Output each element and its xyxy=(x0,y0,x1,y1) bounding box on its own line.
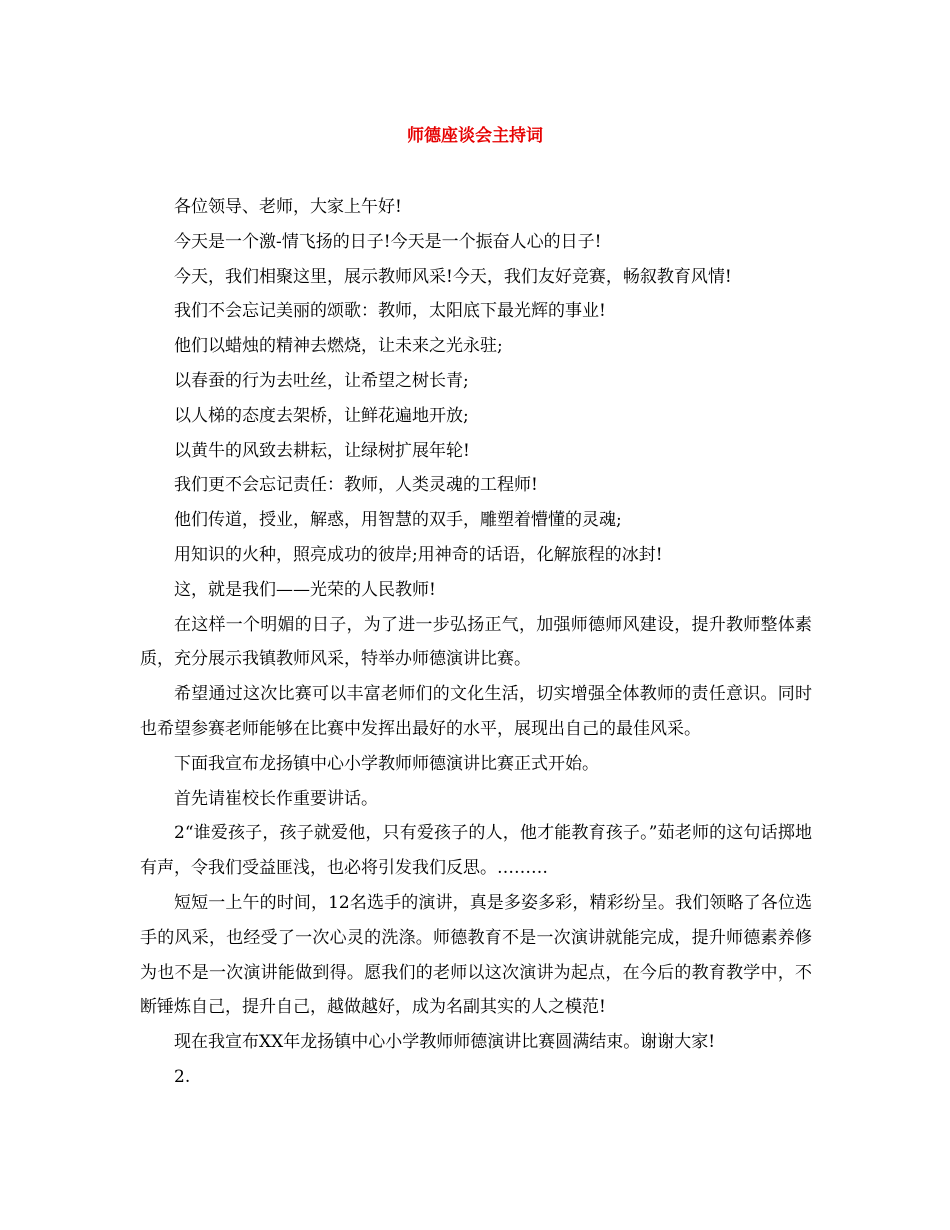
document-title: 师德座谈会主持词 xyxy=(407,126,543,146)
paragraph: 现在我宣布XX年龙扬镇中心小学教师师德演讲比赛圆满结束。谢谢大家! xyxy=(174,1032,716,1053)
paragraph: 在这样一个明媚的日子，为了进一步弘扬正气，加强师德师风建设，提升教师整体素质，充分展示我镇教师风采，特举办师德演讲比赛。 xyxy=(140,614,812,670)
paragraph: 以春蚕的行为去吐丝，让希望之树长青; xyxy=(174,370,469,391)
paragraph: 我们不会忘记美丽的颂歌：教师，太阳底下最光辉的事业! xyxy=(174,301,606,322)
paragraph: 下面我宣布龙扬镇中心小学教师师德演讲比赛正式开始。 xyxy=(174,753,599,774)
paragraph: 各位领导、老师，大家上午好! xyxy=(174,197,402,217)
paragraph: 2. xyxy=(174,1066,191,1087)
paragraph: 2“谁爱孩子，孩子就爱他，只有爱孩子的人，他才能教育孩子。”茹老师的这句话掷地有声，令我们受益匪浅，也必将引发我们反思。……… xyxy=(140,823,812,879)
paragraph: 他们传道，授业，解惑，用智慧的双手，雕塑着懵懂的灵魂; xyxy=(174,510,622,531)
paragraph: 短短一上午的时间，12名选手的演讲，真是多姿多彩，精彩纷呈。我们领略了各位选手的风采，也经受了一次心灵的洗涤。师德教育不是一次演讲就能完成，提升师德素养修为也不是一次演讲能做到得。愿我们的老师以这次演讲为起点，在今后的教育教学中，不断锤炼自己，提升自己，越做越好，成为名副其实的人之模范! xyxy=(140,892,812,1018)
paragraph: 今天是一个激-情飞扬的日子!今天是一个振奋人心的日子! xyxy=(174,231,602,252)
paragraph: 首先请崔校长作重要讲话。 xyxy=(174,788,378,809)
paragraph: 他们以蜡烛的精神去燃烧，让未来之光永驻; xyxy=(174,336,503,357)
paragraph: 以人梯的态度去架桥，让鲜花遍地开放; xyxy=(174,405,469,426)
paragraph: 今天，我们相聚这里，展示教师风采!今天，我们友好竞赛，畅叙教育风情! xyxy=(174,266,732,287)
document-body xyxy=(140,190,812,1095)
paragraph: 我们更不会忘记责任：教师，人类灵魂的工程师! xyxy=(174,475,538,496)
paragraph: 以黄牛的风致去耕耘，让绿树扩展年轮! xyxy=(174,440,470,461)
paragraph: 用知识的火种，照亮成功的彼岸;用神奇的话语，化解旅程的冰封! xyxy=(174,544,663,565)
paragraph: 希望通过这次比赛可以丰富老师们的文化生活，切实增强全体教师的责任意识。同时也希望参赛老师能够在比赛中发挥出最好的水平，展现出自己的最佳风采。 xyxy=(140,684,812,739)
paragraph: 这，就是我们——光荣的人民教师! xyxy=(174,579,436,600)
